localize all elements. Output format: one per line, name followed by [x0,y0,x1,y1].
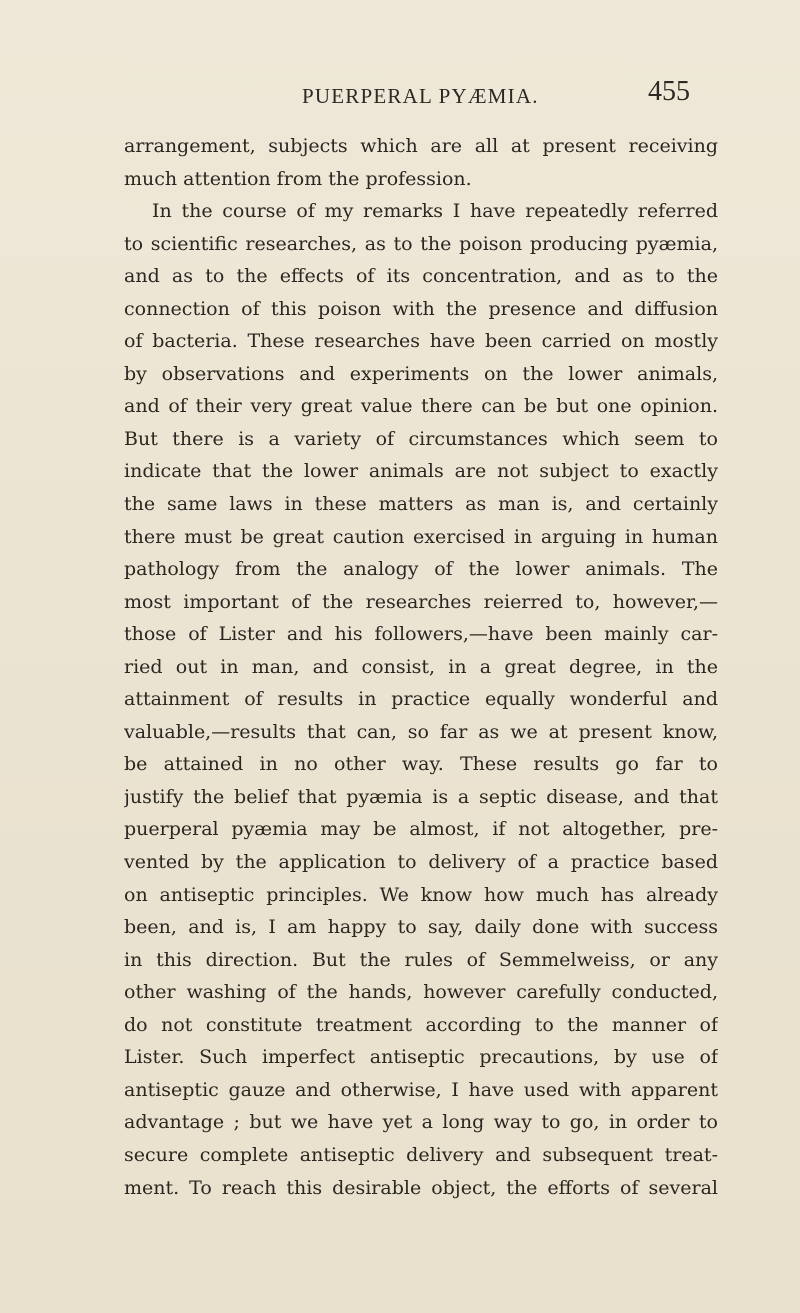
running-head: PUERPERAL PYÆMIA. [302,84,539,108]
text-line: do not constitute treatment according to the manner of [124,1013,718,1036]
text-line: much attention from the profession. [124,167,472,190]
text-line: by observations and experiments on the lower animals, [124,362,718,385]
text-line: advantage ; but we have yet a long way to go, in order to [124,1111,718,1134]
text-line: arrangement, subjects which are all at present receiving [124,135,718,157]
text-line: been, and is, I am happy to say, daily done with success [124,916,718,939]
text-line: But there is a variety of circumstances which seem to [124,427,718,450]
text-line: secure complete antiseptic delivery and subsequent treat- [124,1143,718,1166]
text-line: there must be great caution exercised in arguing in human [124,525,718,548]
text-line: puerperal pyæmia may be almost, if not altogether, pre- [124,818,718,841]
text-line: ment. To reach this desirable object, the efforts of several [124,1176,718,1199]
text-line: valuable,—results that can, so far as we at present know, [124,720,718,743]
text-line: in this direction. But the rules of Semmelweiss, or any [124,948,718,971]
text-line: antiseptic gauze and otherwise, I have used with apparent [124,1078,718,1101]
text-line: justify the belief that pyæmia is a septic disease, and that [124,785,718,808]
text-line: the same laws in these matters as man is, and certainly [124,493,718,516]
text-line: most important of the researches reierred to, however,— [124,590,718,613]
body-text [124,130,718,1204]
text-line: of bacteria. These researches have been carried on mostly [124,330,718,353]
page-number: 455 [648,76,690,107]
text-line: and of their very great value there can be but one opinion. [124,395,718,418]
page-header [0,76,800,116]
text-line: to scientific researches, as to the poison producing pyæmia, [124,232,718,255]
text-line: vented by the application to delivery of a practice based [124,851,718,874]
text-line: be attained in no other way. These results go far to [124,753,718,776]
text-line: those of Lister and his followers,—have been mainly car- [124,623,718,646]
text-line: attainment of results in practice equally wonderful and [124,688,718,711]
text-line: pathology from the analogy of the lower animals. The [124,558,718,581]
text-line: on antiseptic principles. We know how much has already [124,883,718,906]
text-line: In the course of my remarks I have repeatedly referred [152,200,718,223]
text-line: other washing of the hands, however carefully conducted, [124,981,718,1004]
text-line: connection of this poison with the presence and diffusion [124,297,718,320]
text-line: ried out in man, and consist, in a great degree, in the [124,655,718,678]
text-line: Lister. Such imperfect antiseptic precautions, by use of [124,1046,718,1069]
text-line: and as to the effects of its concentration, and as to the [124,265,718,288]
text-line: indicate that the lower animals are not subject to exactly [124,460,718,483]
